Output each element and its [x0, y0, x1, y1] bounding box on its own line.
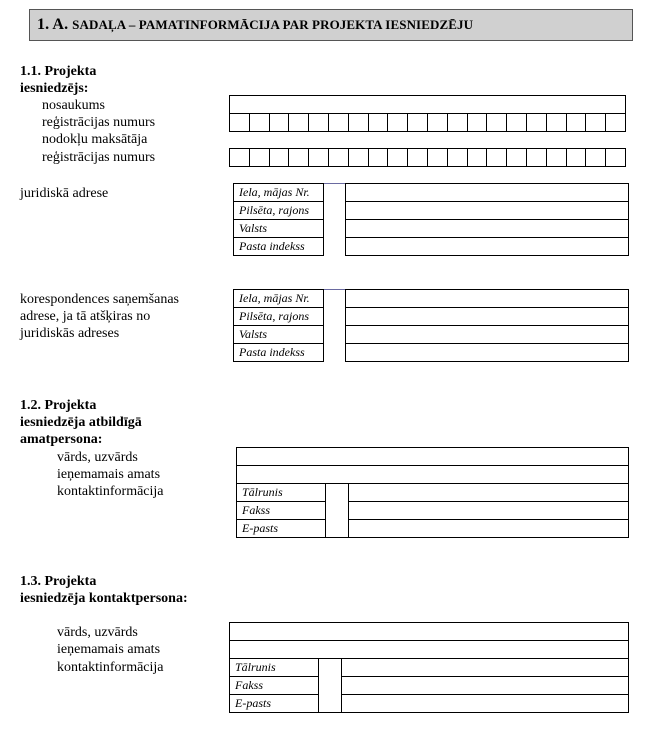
address-gap — [324, 289, 346, 362]
heading-1-2-line3: amatpersona: — [20, 432, 103, 447]
street-input[interactable] — [346, 290, 628, 308]
corr-address-inputs — [345, 289, 629, 362]
street-label: Iela, mājas Nr. — [234, 184, 323, 202]
city-input[interactable] — [346, 308, 628, 326]
phone-label: Tālrunis — [230, 659, 318, 677]
country-label: Valsts — [234, 220, 323, 238]
fax-input[interactable] — [349, 502, 628, 520]
official-contact-labels — [236, 483, 326, 538]
section-header — [29, 9, 633, 41]
phone-label: Tālrunis — [237, 484, 325, 502]
legal-address-label: juridiskā adrese — [20, 186, 109, 201]
official-name-input[interactable] — [237, 448, 628, 466]
tax-reg-number-field[interactable] — [229, 148, 626, 167]
phone-input[interactable] — [342, 659, 628, 677]
contact-person-name-label: vārds, uzvārds — [57, 625, 138, 640]
postcode-input[interactable] — [346, 238, 628, 256]
email-label: E-pasts — [235, 696, 271, 710]
heading-1-3-line2: iesniedzēja kontaktpersona: — [20, 591, 188, 606]
country-input[interactable] — [346, 326, 628, 344]
city-input[interactable] — [346, 202, 628, 220]
reg-number-label: reģistrācijas numurs — [42, 115, 156, 130]
contact-person-position-input[interactable] — [230, 641, 628, 659]
heading-1-2-line2: iesniedzēja atbildīgā — [20, 415, 142, 430]
official-contact-inputs — [348, 483, 629, 538]
heading-1-3-line1: 1.3. Projekta — [20, 574, 97, 589]
corr-label-line3: juridiskās adreses — [20, 326, 120, 341]
contact-person-contact-inputs — [341, 658, 629, 713]
section-title: SADAĻA – PAMATINFORMĀCIJA PAR PROJEKTA IESNIEDZĒJU — [72, 17, 474, 32]
official-name-position-fields — [236, 447, 629, 484]
heading-1-2-line1: 1.2. Projekta — [20, 398, 97, 413]
postcode-input[interactable] — [346, 344, 628, 362]
official-name-label: vārds, uzvārds — [57, 450, 138, 465]
heading-1-1-line2: iesniedzējs: — [20, 81, 89, 96]
tax-label-line2: reģistrācijas numurs — [42, 150, 156, 165]
contact-gap — [318, 658, 342, 713]
address-gap — [324, 183, 346, 256]
reg-number-field[interactable] — [229, 113, 626, 132]
country-input[interactable] — [346, 220, 628, 238]
postcode-label: Pasta indekss — [239, 345, 305, 359]
corr-address-labels — [233, 289, 324, 362]
email-input[interactable] — [342, 695, 628, 713]
section-number: 1. A. — [37, 16, 69, 33]
contact-person-contact-label: kontaktinformācija — [57, 660, 164, 675]
corr-label-line2: adrese, ja tā atšķiras no — [20, 309, 151, 324]
contact-gap — [325, 483, 349, 538]
city-label: Pilsēta, rajons — [234, 308, 323, 326]
email-label: E-pasts — [242, 521, 278, 535]
fax-label: Fakss — [230, 677, 318, 695]
legal-address-inputs — [345, 183, 629, 256]
contact-person-position-label: ieņemamais amats — [57, 642, 161, 657]
name-label: nosaukums — [42, 98, 105, 113]
postcode-label: Pasta indekss — [239, 239, 305, 253]
tax-label-line1: nodokļu maksātāja — [42, 132, 148, 147]
official-contact-label: kontaktinformācija — [57, 484, 164, 499]
contact-person-name-position-fields — [229, 622, 629, 659]
applicant-name-field[interactable] — [229, 95, 626, 114]
street-input[interactable] — [346, 184, 628, 202]
contact-person-name-input[interactable] — [230, 623, 628, 641]
official-position-label: ieņemamais amats — [57, 467, 161, 482]
legal-address-labels — [233, 183, 324, 256]
country-label: Valsts — [234, 326, 323, 344]
official-position-input[interactable] — [237, 466, 628, 484]
street-label: Iela, mājas Nr. — [234, 290, 323, 308]
corr-label-line1: korespondences saņemšanas — [20, 292, 180, 307]
contact-person-contact-labels — [229, 658, 319, 713]
fax-label: Fakss — [237, 502, 325, 520]
email-input[interactable] — [349, 520, 628, 538]
fax-input[interactable] — [342, 677, 628, 695]
heading-1-1-line1: 1.1. Projekta — [20, 64, 97, 79]
city-label: Pilsēta, rajons — [234, 202, 323, 220]
phone-input[interactable] — [349, 484, 628, 502]
